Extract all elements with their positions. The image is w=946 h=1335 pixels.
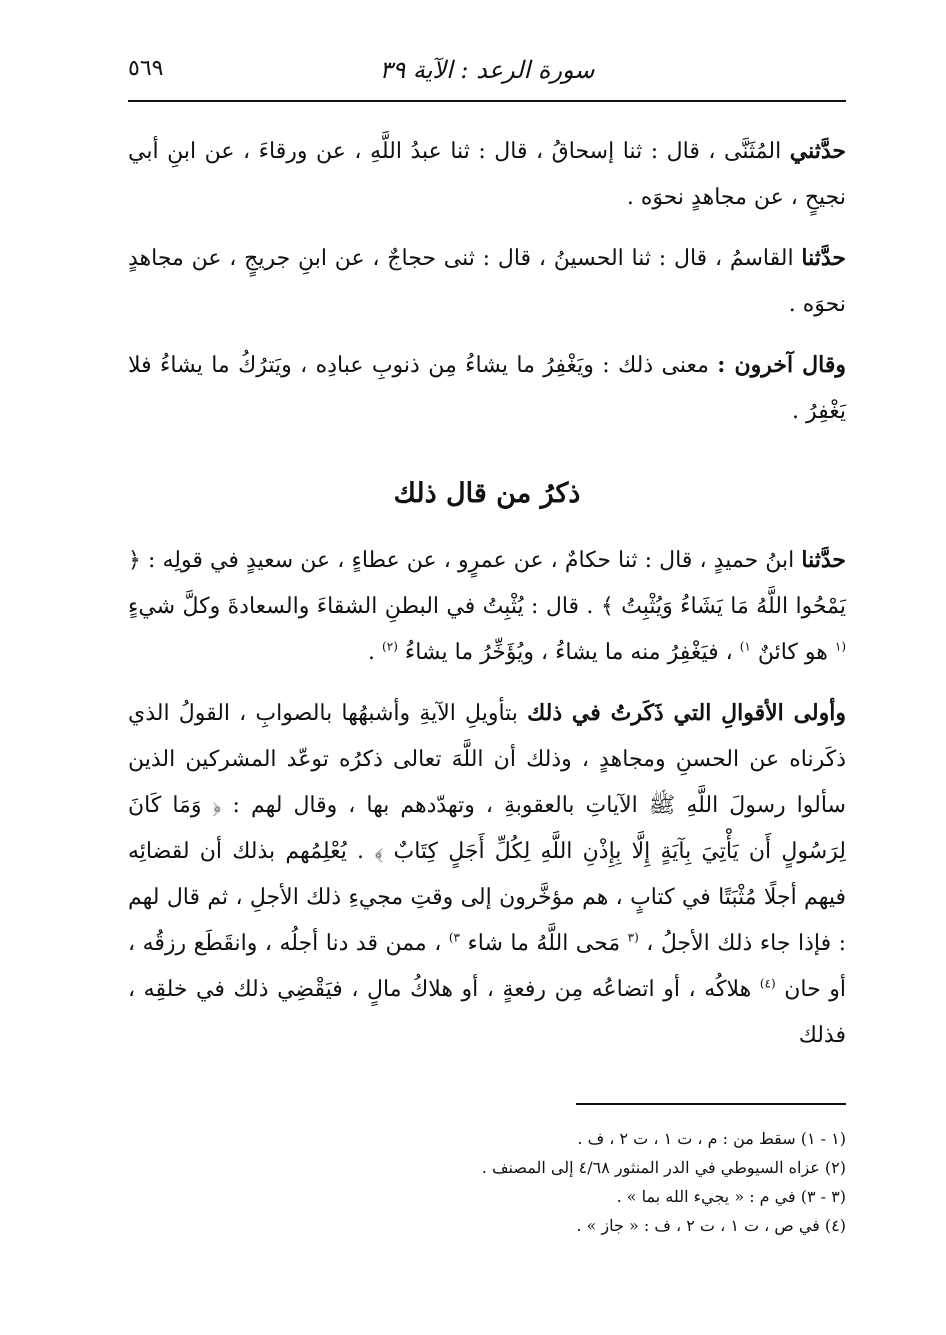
quran-verse: ﴿ يَمْحُوا اللَّهُ مَا يَشَاءُ وَيُثْبِتُ ﴾ [128,548,846,619]
paragraph-text: ، ممن قد دنا أجلُه ، وانقَطَع رزقُه ، أو حان [128,931,846,1002]
quran-verse: ﴿ وَمَا كَانَ لِرَسُولٍ أَن يَأْتِيَ بِآيَةٍ إِلَّا بِإِذْنِ اللَّهِ لِكُلِّ أَجَلٍ كِتَابٌ ﴾ [128,793,846,864]
paragraph-lead: حدَّثنا [801,547,846,573]
paragraph-main [128,690,846,1059]
paragraph-text: . يُعْلِمُهم بذلك أن لقضائِه فيهم أجلًا مُثْبَتًا في كتابٍ ، هم مؤخَّرون إلى وقتِ مجيءِ ذلك الأجلِ ، ثم قال لهم : فإذا جاء ذلك الأجلُ ، [128,839,846,956]
paragraph-2 [128,235,846,328]
footnote-marker: (٤) [759,976,776,991]
footnote-marker: (١ [834,639,846,654]
section-heading: ذكرُ من قال ذلك [393,478,581,509]
footnote-marker: (٣ [627,930,639,945]
paragraph-lead: حدَّثني [789,138,846,164]
paragraph-lead: وأولى الأقوالِ التي ذَكَرتُ في ذلك [527,700,846,726]
footnote-divider [576,1103,846,1105]
footnote-marker: ١) [739,639,751,654]
paragraph-text: مَحى اللَّهُ ما شاء [467,931,621,956]
footnote: (٢) عزاه السيوطي في الدر المنثور ٤/٦٨ إلى المصنف . [481,1158,846,1177]
footnote: (١ - ١) سقط من : م ، ت ١ ، ت ٢ ، ف . [577,1129,846,1148]
paragraph-text: . قال : يُثْبِتُ في البطنِ الشقاءَ والسعادةَ وكلَّ شيءٍ [128,594,594,619]
paragraph-lead: حدَّثنا [801,245,847,271]
running-header [128,48,846,102]
paragraph-3 [128,342,846,435]
paragraph-end: . [368,640,376,665]
footnote-marker: (٢) [382,639,398,654]
paragraph-text: ابنُ حميدٍ ، قال : ثنا حكامٌ ، عن عمرٍو ، عن عطاءٍ ، عن سعيدٍ في قولِه : [148,548,795,573]
paragraph-text: هو كائنٌ [757,640,828,665]
footnote: (٤) في ص ، ت ١ ، ت ٢ ، ف : « جاز » . [576,1216,846,1235]
footnote-marker: ٣) [448,930,460,945]
paragraph-text: هلاكُه ، أو اتضاعُه مِن رفعةٍ ، أو هلاكُ مالٍ ، فيَقْضِي ذلك في خلقِه ، فذلك [128,977,846,1048]
paragraph-text: القاسمُ ، قال : ثنا الحسينُ ، قال : ثنى حجاجٌ ، عن ابنِ جريجٍ ، عن مجاهدٍ نحوَه . [128,246,846,317]
page-body [128,128,846,1059]
paragraph-text: ، فيَغْفِرُ منه ما يشاءُ ، ويُؤَخِّرُ ما يشاءُ [404,640,733,665]
page-number: ٥٦٩ [128,56,164,81]
chapter-title: سورة الرعد : الآية ٣٩ [379,56,595,84]
paragraph-text: بتأويلِ الآيةِ وأشبهُها بالصوابِ ، القولُ الذي ذكَرناه عن الحسنِ ومجاهدٍ ، وذلك أن اللَّهَ تعالى ذكرُه توعّد المشركين الذين سألوا رسولَ اللَّهِ ﷺ الآياتِ بالعقوبةِ ، وتهدّدهم بها ، وقال لهم : [128,701,846,818]
paragraph-1 [128,128,846,221]
paragraph-text: معنى ذلك : ويَغْفِرُ ما يشاءُ مِن ذنوبِ عبادِه ، ويَترُكُ ما يشاءُ فلا يَغْفِرُ . [128,353,846,424]
paragraph-text: المُثَنَّى ، قال : ثنا إسحاقُ ، قال : ثنا عبدُ اللَّهِ ، عن ورقاءَ ، عن ابنِ أبي نجيحٍ ، عن مجاهدٍ نحوَه . [128,139,846,210]
footnotes [128,1124,846,1240]
paragraph-lead: وقال آخرون : [717,352,846,378]
paragraph-hadith [128,537,846,676]
footnote: (٣ - ٣) في م : « يجيء الله بما » . [616,1187,846,1206]
